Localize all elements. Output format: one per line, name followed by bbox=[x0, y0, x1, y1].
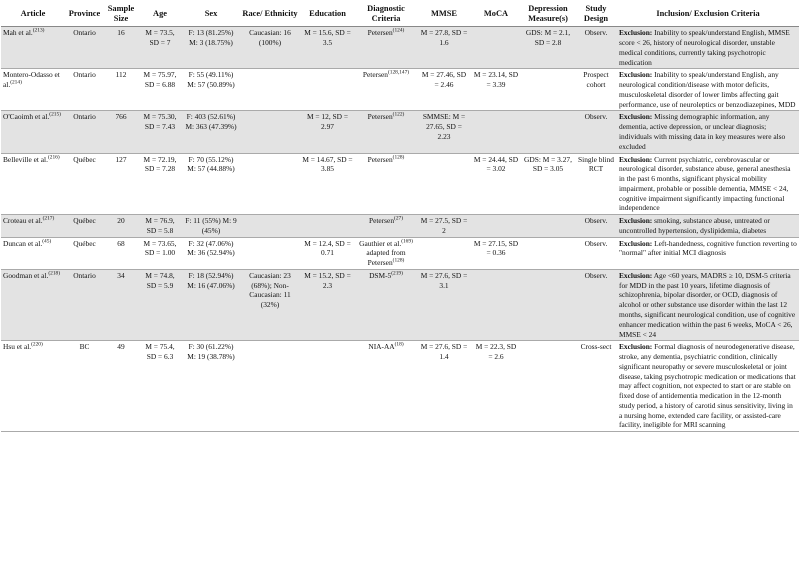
cell-depression-text: GDS: M = 2.1, SD = 2.8 bbox=[525, 28, 571, 48]
header-province: Province bbox=[65, 1, 104, 27]
cell-education-text: M = 12.4, SD = 0.71 bbox=[304, 238, 351, 258]
cell-criteria bbox=[617, 69, 799, 111]
cell-depression bbox=[521, 69, 575, 111]
header-depression: Depression Measure(s) bbox=[521, 1, 575, 27]
cell-province-text: Ontario bbox=[73, 28, 96, 38]
cell-mmse bbox=[417, 111, 471, 153]
cell-article bbox=[1, 269, 65, 340]
cell-province bbox=[65, 269, 104, 340]
cell-sex bbox=[182, 153, 240, 215]
cell-moca bbox=[471, 111, 521, 153]
cell-diagnostic bbox=[355, 341, 417, 432]
reference-number: (213) bbox=[32, 27, 45, 34]
header-article: Article bbox=[1, 1, 65, 27]
cell-education-text: M = 14.67, SD = 3.85 bbox=[302, 154, 353, 174]
cell-moca bbox=[471, 153, 521, 215]
cell-moca-text: M = 24.44, SD = 3.02 bbox=[473, 154, 519, 174]
cell-race bbox=[240, 69, 300, 111]
cell-sex-text: F: 55 (49.11%) M: 57 (50.89%) bbox=[187, 70, 235, 90]
cell-age-text: M = 73.5, SD = 7 bbox=[145, 28, 175, 48]
cell-mmse-text: M = 27.6, SD = 1.4 bbox=[420, 342, 468, 362]
cell-article bbox=[1, 69, 65, 111]
cell-moca-text: M = 22.3, SD = 2.6 bbox=[475, 342, 517, 362]
cell-design bbox=[575, 111, 617, 153]
cell-article-text: Mah et al. bbox=[3, 28, 33, 38]
cell-sample-size bbox=[104, 153, 138, 215]
cell-age bbox=[138, 153, 182, 215]
cell-design bbox=[575, 153, 617, 215]
cell-mmse bbox=[417, 237, 471, 269]
cell-province bbox=[65, 341, 104, 432]
cell-race bbox=[240, 153, 300, 215]
cell-diagnostic-text: Petersen bbox=[367, 28, 393, 38]
header-age: Age bbox=[138, 1, 182, 27]
table-row bbox=[1, 215, 799, 238]
cell-sample-size-text: 49 bbox=[117, 342, 125, 352]
cell-design-text: Prospect cohort bbox=[583, 70, 609, 90]
cell-age bbox=[138, 215, 182, 238]
cell-province bbox=[65, 215, 104, 238]
cell-mmse bbox=[417, 27, 471, 69]
cell-province-text: BC bbox=[79, 342, 90, 352]
header-design: Study Design bbox=[575, 1, 617, 27]
cell-article-text: Duncan et al. bbox=[3, 238, 43, 248]
reference-number: (220) bbox=[31, 341, 43, 348]
cell-criteria bbox=[617, 215, 799, 238]
table-row bbox=[1, 237, 799, 269]
reference-number: (218) bbox=[48, 270, 61, 277]
cell-criteria bbox=[617, 27, 799, 69]
cell-province-text: Québec bbox=[73, 154, 96, 164]
header-sex: Sex bbox=[182, 1, 240, 27]
cell-article bbox=[1, 215, 65, 238]
table-row bbox=[1, 341, 799, 432]
cell-article bbox=[1, 341, 65, 432]
cell-sample-size bbox=[104, 69, 138, 111]
cell-age bbox=[138, 27, 182, 69]
cell-sex-text: F: 18 (52.94%) M: 16 (47.06%) bbox=[187, 270, 235, 290]
cell-diagnostic-text: Gauthier et al. bbox=[359, 238, 402, 248]
cell-criteria bbox=[617, 269, 799, 340]
cell-depression bbox=[521, 341, 575, 432]
cell-moca bbox=[471, 69, 521, 111]
cell-depression bbox=[521, 153, 575, 215]
cell-diagnostic bbox=[355, 269, 417, 340]
cell-article bbox=[1, 27, 65, 69]
cell-mmse bbox=[417, 269, 471, 340]
criteria-label: Exclusion: bbox=[619, 270, 653, 280]
cell-sample-size bbox=[104, 237, 138, 269]
cell-sample-size-text: 766 bbox=[115, 112, 127, 122]
cell-sex bbox=[182, 27, 240, 69]
cell-article-text: Belleville et al. bbox=[3, 154, 48, 164]
cell-race bbox=[240, 269, 300, 340]
cell-sex bbox=[182, 111, 240, 153]
cell-sample-size-text: 16 bbox=[117, 28, 125, 38]
cell-criteria-text: Inability to speak/understand English, any neurological condition/disease with motor deficits, musculoskeletal disorder of lower limbs affecting gait performance, use of neuroleptics or benzodiazepines, MDD bbox=[619, 70, 796, 109]
cell-education bbox=[300, 215, 355, 238]
cell-moca-text: M = 27.15, SD = 0.36 bbox=[473, 238, 519, 258]
cell-sex bbox=[182, 269, 240, 340]
table-row bbox=[1, 111, 799, 153]
cell-criteria-text: Age <60 years, MADRS ≥ 10, DSM-5 criteria for MDD in the past 10 years, lifetime diagnosis of schizophrenia, bipolar disorder, or OCD, diagnosis of alcohol or other substance use disorder within the last 12 months, significant neurological condition, use of cognitive enhancer medication within the past 6 weeks, MoCA < 26, MMSE < 24 bbox=[619, 270, 796, 339]
cell-depression bbox=[521, 111, 575, 153]
cell-race bbox=[240, 27, 300, 69]
table-row bbox=[1, 69, 799, 111]
cell-criteria bbox=[617, 111, 799, 153]
cell-diagnostic-text: Petersen bbox=[362, 70, 388, 80]
cell-diagnostic bbox=[355, 237, 417, 269]
cell-province bbox=[65, 27, 104, 69]
reference-number: (27) bbox=[394, 215, 404, 222]
table-header bbox=[1, 1, 799, 27]
cell-mmse-text: M = 27.6, SD = 3.1 bbox=[420, 270, 468, 290]
cell-diagnostic-text: Petersen bbox=[367, 154, 393, 164]
cell-design bbox=[575, 269, 617, 340]
cell-design bbox=[575, 237, 617, 269]
cell-age bbox=[138, 69, 182, 111]
studies-table bbox=[1, 1, 799, 432]
cell-diagnostic bbox=[355, 215, 417, 238]
cell-moca bbox=[471, 341, 521, 432]
criteria-label: Exclusion: bbox=[619, 70, 653, 80]
cell-education-text: M = 15.2, SD = 2.3 bbox=[304, 270, 351, 290]
cell-mmse-text: M = 27.8, SD = 1.6 bbox=[420, 28, 468, 48]
cell-province bbox=[65, 153, 104, 215]
cell-diagnostic-text: NIA-AA bbox=[368, 342, 395, 352]
cell-sample-size-text: 127 bbox=[115, 154, 127, 164]
criteria-label: Exclusion: bbox=[619, 342, 653, 352]
cell-article-text: Hsu et al. bbox=[3, 342, 32, 352]
cell-education-text: M = 12, SD = 2.97 bbox=[307, 112, 348, 132]
cell-sample-size-text: 20 bbox=[117, 216, 125, 226]
reference-number: (214) bbox=[10, 79, 22, 86]
cell-mmse bbox=[417, 215, 471, 238]
cell-race bbox=[240, 341, 300, 432]
cell-race bbox=[240, 111, 300, 153]
cell-education bbox=[300, 269, 355, 340]
cell-age bbox=[138, 341, 182, 432]
cell-mmse bbox=[417, 153, 471, 215]
reference-number: (124) bbox=[392, 27, 405, 34]
reference-number: (216) bbox=[47, 154, 60, 161]
cell-criteria bbox=[617, 237, 799, 269]
cell-province-text: Ontario bbox=[73, 70, 96, 80]
cell-sample-size-text: 34 bbox=[117, 270, 125, 280]
cell-sex-text: F: 70 (55.12%) M: 57 (44.88%) bbox=[187, 154, 235, 174]
header-education: Education bbox=[300, 1, 355, 27]
reference-number: (18) bbox=[394, 341, 404, 348]
cell-criteria-text: Formal diagnosis of neurodegenerative disease, stroke, any dementia, psychiatric condition, clinically significant neuropathy or severe musculoskeletal or joint disease, taking psychotropic medication or medications that may affect cognition, not expected to start or are stable on fixed dose of antidementia medication in the 12-month study period, a history of carotid sinus sensitivity, living in a nursing home, extended care facility, or assisted-care facility, ineligible for MRI scanning bbox=[619, 342, 796, 430]
cell-depression bbox=[521, 27, 575, 69]
cell-article bbox=[1, 153, 65, 215]
cell-depression bbox=[521, 215, 575, 238]
cell-province-text: Ontario bbox=[73, 112, 96, 122]
cell-age-text: M = 75.30, SD = 7.43 bbox=[143, 112, 177, 132]
cell-province-text: Ontario bbox=[73, 270, 96, 280]
cell-sample-size bbox=[104, 215, 138, 238]
cell-article-text: Croteau et al. bbox=[3, 216, 43, 226]
cell-design-text: Cross-sect bbox=[580, 342, 612, 352]
cell-education bbox=[300, 153, 355, 215]
cell-province-text: Québec bbox=[73, 238, 96, 248]
cell-moca bbox=[471, 27, 521, 69]
cell-age-text: M = 75.4, SD = 6.3 bbox=[145, 342, 175, 362]
cell-mmse bbox=[417, 69, 471, 111]
cell-moca bbox=[471, 215, 521, 238]
cell-age-text: M = 75.97, SD = 6.88 bbox=[143, 70, 177, 90]
reference-number: (128,147) bbox=[387, 69, 410, 76]
reference-number: (122) bbox=[392, 111, 405, 118]
cell-race-text: Caucasian: 16 (100%) bbox=[249, 28, 291, 48]
cell-education-text: M = 15.6, SD = 3.5 bbox=[304, 28, 351, 48]
cell-sex-text: F: 403 (52.61%) M: 363 (47.39%) bbox=[185, 112, 237, 132]
cell-sex-text: F: 30 (61.22%) M: 19 (38.78%) bbox=[187, 342, 235, 362]
cell-diagnostic bbox=[355, 27, 417, 69]
cell-race bbox=[240, 215, 300, 238]
cell-design-text: Observ. bbox=[584, 238, 608, 248]
cell-mmse-text: M = 27.5, SD = 2 bbox=[420, 216, 468, 235]
cell-sex-text: F: 13 (81.25%) M: 3 (18.75%) bbox=[188, 28, 234, 48]
cell-province bbox=[65, 69, 104, 111]
cell-education bbox=[300, 111, 355, 153]
cell-criteria-text: Inability to speak/understand English, MMSE score < 26, history of neurological disorder, unstable medical conditions, currently taking psychotropic medication bbox=[619, 28, 790, 67]
cell-sample-size bbox=[104, 27, 138, 69]
cell-depression-text: GDS: M = 3.27, SD = 3.05 bbox=[524, 154, 572, 174]
table-row bbox=[1, 27, 799, 69]
reference-number: (219) bbox=[391, 270, 403, 277]
reference-number: (45) bbox=[42, 238, 52, 245]
cell-moca bbox=[471, 237, 521, 269]
cell-age bbox=[138, 111, 182, 153]
cell-criteria bbox=[617, 153, 799, 215]
cell-moca-text: M = 23.14, SD = 3.39 bbox=[473, 70, 519, 90]
cell-sex bbox=[182, 69, 240, 111]
cell-sample-size bbox=[104, 111, 138, 153]
header-sample-size: Sample Size bbox=[104, 1, 138, 27]
cell-diagnostic bbox=[355, 153, 417, 215]
header-criteria: Inclusion/ Exclusion Criteria bbox=[617, 1, 799, 27]
cell-sex bbox=[182, 237, 240, 269]
cell-design-text: Observ. bbox=[584, 270, 608, 280]
cell-article-text: Goodman et al. bbox=[3, 270, 49, 280]
cell-sample-size-text: 68 bbox=[117, 238, 125, 248]
table-body bbox=[1, 27, 799, 432]
cell-sex-text: F: 32 (47.06%) M: 36 (52.94%) bbox=[187, 238, 235, 258]
diagnostic-extra-text: adapted from Petersen bbox=[366, 248, 406, 268]
cell-age-text: M = 76.9, SD = 5.8 bbox=[145, 216, 175, 235]
cell-design bbox=[575, 27, 617, 69]
cell-design bbox=[575, 69, 617, 111]
table-row bbox=[1, 153, 799, 215]
cell-race bbox=[240, 237, 300, 269]
cell-criteria-text: Missing demographic information, any dementia, active depression, or unclear diagnosis; individuals with missing data in key measures were also excluded bbox=[619, 112, 786, 151]
cell-age-text: M = 72.19, SD = 7.28 bbox=[143, 154, 177, 174]
cell-criteria-text: smoking, substance abuse, untreated or uncontrolled hypertension, dyslipidemia, diabetes bbox=[619, 216, 770, 235]
cell-mmse bbox=[417, 341, 471, 432]
cell-criteria-text: Left-handedness, cognitive function reverting to "normal" after initial MCI diagnosis bbox=[619, 238, 797, 258]
cell-mmse-text: SMMSE: M = 27.65, SD = 2.23 bbox=[422, 112, 466, 141]
cell-sex bbox=[182, 341, 240, 432]
header-mmse: MMSE bbox=[417, 1, 471, 27]
cell-education bbox=[300, 69, 355, 111]
reference-number: (215) bbox=[49, 111, 61, 118]
criteria-label: Exclusion: bbox=[619, 112, 653, 122]
cell-article-text: Montero-Odasso et al. bbox=[3, 70, 60, 90]
cell-sample-size-text: 112 bbox=[115, 70, 127, 80]
cell-province bbox=[65, 111, 104, 153]
cell-diagnostic-text: Petersen bbox=[368, 216, 395, 226]
reference-number: (169) bbox=[401, 238, 413, 245]
cell-age-text: M = 74.8, SD = 5.9 bbox=[145, 270, 175, 290]
cell-age bbox=[138, 269, 182, 340]
cell-diagnostic bbox=[355, 69, 417, 111]
cell-education bbox=[300, 27, 355, 69]
criteria-label: Exclusion: bbox=[619, 238, 653, 248]
cell-moca bbox=[471, 269, 521, 340]
cell-design-text: Observ. bbox=[584, 112, 608, 122]
cell-depression bbox=[521, 269, 575, 340]
cell-age bbox=[138, 237, 182, 269]
criteria-label: Exclusion: bbox=[619, 28, 653, 38]
cell-education bbox=[300, 237, 355, 269]
cell-design-text: Single blind RCT bbox=[578, 154, 614, 174]
table-row bbox=[1, 269, 799, 340]
cell-diagnostic bbox=[355, 111, 417, 153]
header-diagnostic: Diagnostic Criteria bbox=[355, 1, 417, 27]
cell-education bbox=[300, 341, 355, 432]
cell-province bbox=[65, 237, 104, 269]
cell-sex-text: F: 11 (55%) M: 9 (45%) bbox=[185, 216, 237, 235]
cell-diagnostic-text: DSM-5 bbox=[369, 270, 392, 280]
criteria-label: Exclusion: bbox=[619, 216, 653, 226]
cell-depression bbox=[521, 237, 575, 269]
cell-race-text: Caucasian: 23 (68%); Non-Caucasian: 11 (32%) bbox=[249, 270, 291, 310]
cell-sex bbox=[182, 215, 240, 238]
reference-number: (217) bbox=[42, 215, 55, 222]
cell-criteria-text: Current psychiatric, cerebrovascular or neurological disorder, substance abuse, general anesthesia in the past 6 months, significant physical mobility impairment, probable or possible dementia, MMSE < 24, cognitive impairment significantly impacting functional independence bbox=[619, 154, 791, 213]
cell-diagnostic-text: Petersen bbox=[367, 112, 393, 122]
cell-design-text: Observ. bbox=[584, 216, 608, 226]
cell-province-text: Québec bbox=[73, 216, 96, 226]
cell-design bbox=[575, 341, 617, 432]
cell-design bbox=[575, 215, 617, 238]
cell-article bbox=[1, 237, 65, 269]
cell-age-text: M = 73.65, SD = 1.00 bbox=[143, 238, 177, 258]
cell-article bbox=[1, 111, 65, 153]
criteria-label: Exclusion: bbox=[619, 154, 653, 164]
cell-mmse-text: M = 27.46, SD = 2.46 bbox=[421, 70, 467, 90]
cell-criteria bbox=[617, 341, 799, 432]
cell-sample-size bbox=[104, 269, 138, 340]
header-race: Race/ Ethnicity bbox=[240, 1, 300, 27]
cell-design-text: Observ. bbox=[584, 28, 608, 38]
cell-sample-size bbox=[104, 341, 138, 432]
reference-number: (128) bbox=[392, 257, 405, 264]
header-moca: MoCA bbox=[471, 1, 521, 27]
cell-article-text: O'Caoimh et al. bbox=[3, 112, 50, 122]
reference-number: (128) bbox=[392, 154, 405, 161]
